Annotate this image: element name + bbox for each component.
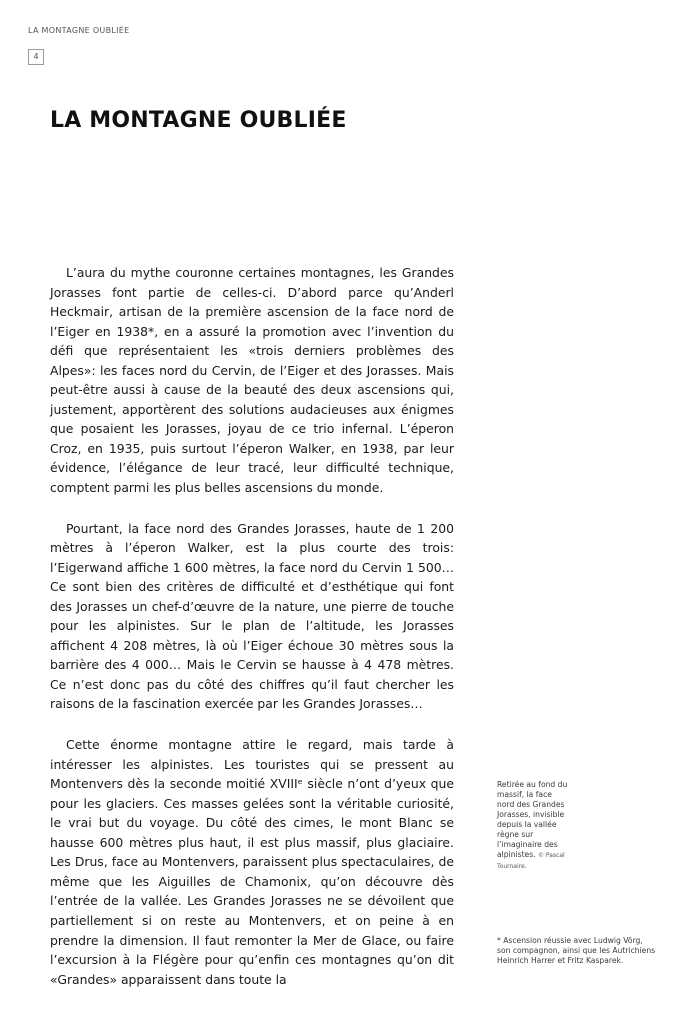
body-text — [50, 263, 454, 1010]
paragraph-3: Cette énorme montagne attire le regard, mais tarde à intéresser les alpinistes. Les touristes qui se pressent au Montenvers dès la seconde moitié XVIIIᵉ siècle n’ont d’yeux que pour les glaciers. Ces masses gelées sont la véritable curiosité, le vrai but du voyage. Du côté des cimes, le mont Blanc se hausse 600 mètres plus haut, il est plus massif, plus glaciaire. Les Drus, face au Montenvers, paraissent plus spectaculaires, de même que les Aiguilles de Chamonix, qu’on découvre dès l’entrée de la vallée. Les Grandes Jorasses ne se dévoilent que partiellement si on reste au Montenvers, et on peine à en prendre la dimension. Il faut remonter la Mer de Glace, ou faire l’excursion à la Flégère pour qu’enfin ces montagnes qu’on dit «Grandes» apparaissent dans toute la — [50, 737, 454, 987]
running-header: LA MONTAGNE OUBLIÉE — [28, 26, 130, 35]
caption-text: Retirée au fond du massif, la face nord des Grandes Jorasses, invisible depuis la vallée règne sur l’imaginaire des alpinistes. — [497, 780, 568, 859]
photo-caption — [497, 780, 571, 872]
footnote: * Ascension réussie avec Ludwig Vörg, son compagnon, ainsi que les Autrichiens Heinrich Harrer et Fritz Kasparek. — [497, 936, 656, 965]
paragraph-1: L’aura du mythe couronne certaines montagnes, les Grandes Jorasses font partie de celles-ci. D’abord parce qu’Anderl Heckmair, artisan de la première ascension de la face nord de l’Eiger en 1938*, en a assuré la promotion avec l’invention du défi que représentaient les «trois derniers problèmes des Alpes»: les faces nord du Cervin, de l’Eiger et des Jorasses. Mais peut-être aussi à cause de la beauté des deux ascensions qui, justement, apportèrent des solutions audacieuses aux énigmes que posaient les Jorasses, joyau de ce trio infernal. L’éperon Croz, en 1935, puis surtout l’éperon Walker, en 1938, par leur évidence, l’élégance de leur tracé, leur difficulté technique, comptent parmi les plus belles ascensions du monde. — [50, 265, 454, 496]
page-title: LA MONTAGNE OUBLIÉE — [50, 108, 347, 133]
caption-credit: © Pascal Tournaire. — [497, 852, 565, 870]
page-number: 4 — [28, 49, 44, 65]
paragraph-2: Pourtant, la face nord des Grandes Jorasses, haute de 1 200 mètres à l’éperon Walker, est la plus courte des trois: l’Eigerwand affiche 1 600 mètres, la face nord du Cervin 1 500… Ce sont bien des critères de difficulté et d’esthétique qui font des Jorasses un chef-d’œuvre de la nature, une pierre de touche pour les alpinistes. Sur le plan de l’altitude, les Jorasses affichent 4 208 mètres, là où l’Eiger échoue 30 mètres sous la barrière des 4 000… Mais le Cervin se hausse à 4 478 mètres. Ce n’est donc pas du côté des chiffres qu’il faut chercher les raisons de la fascination exercée par les Grandes Jorasses… — [50, 520, 454, 712]
